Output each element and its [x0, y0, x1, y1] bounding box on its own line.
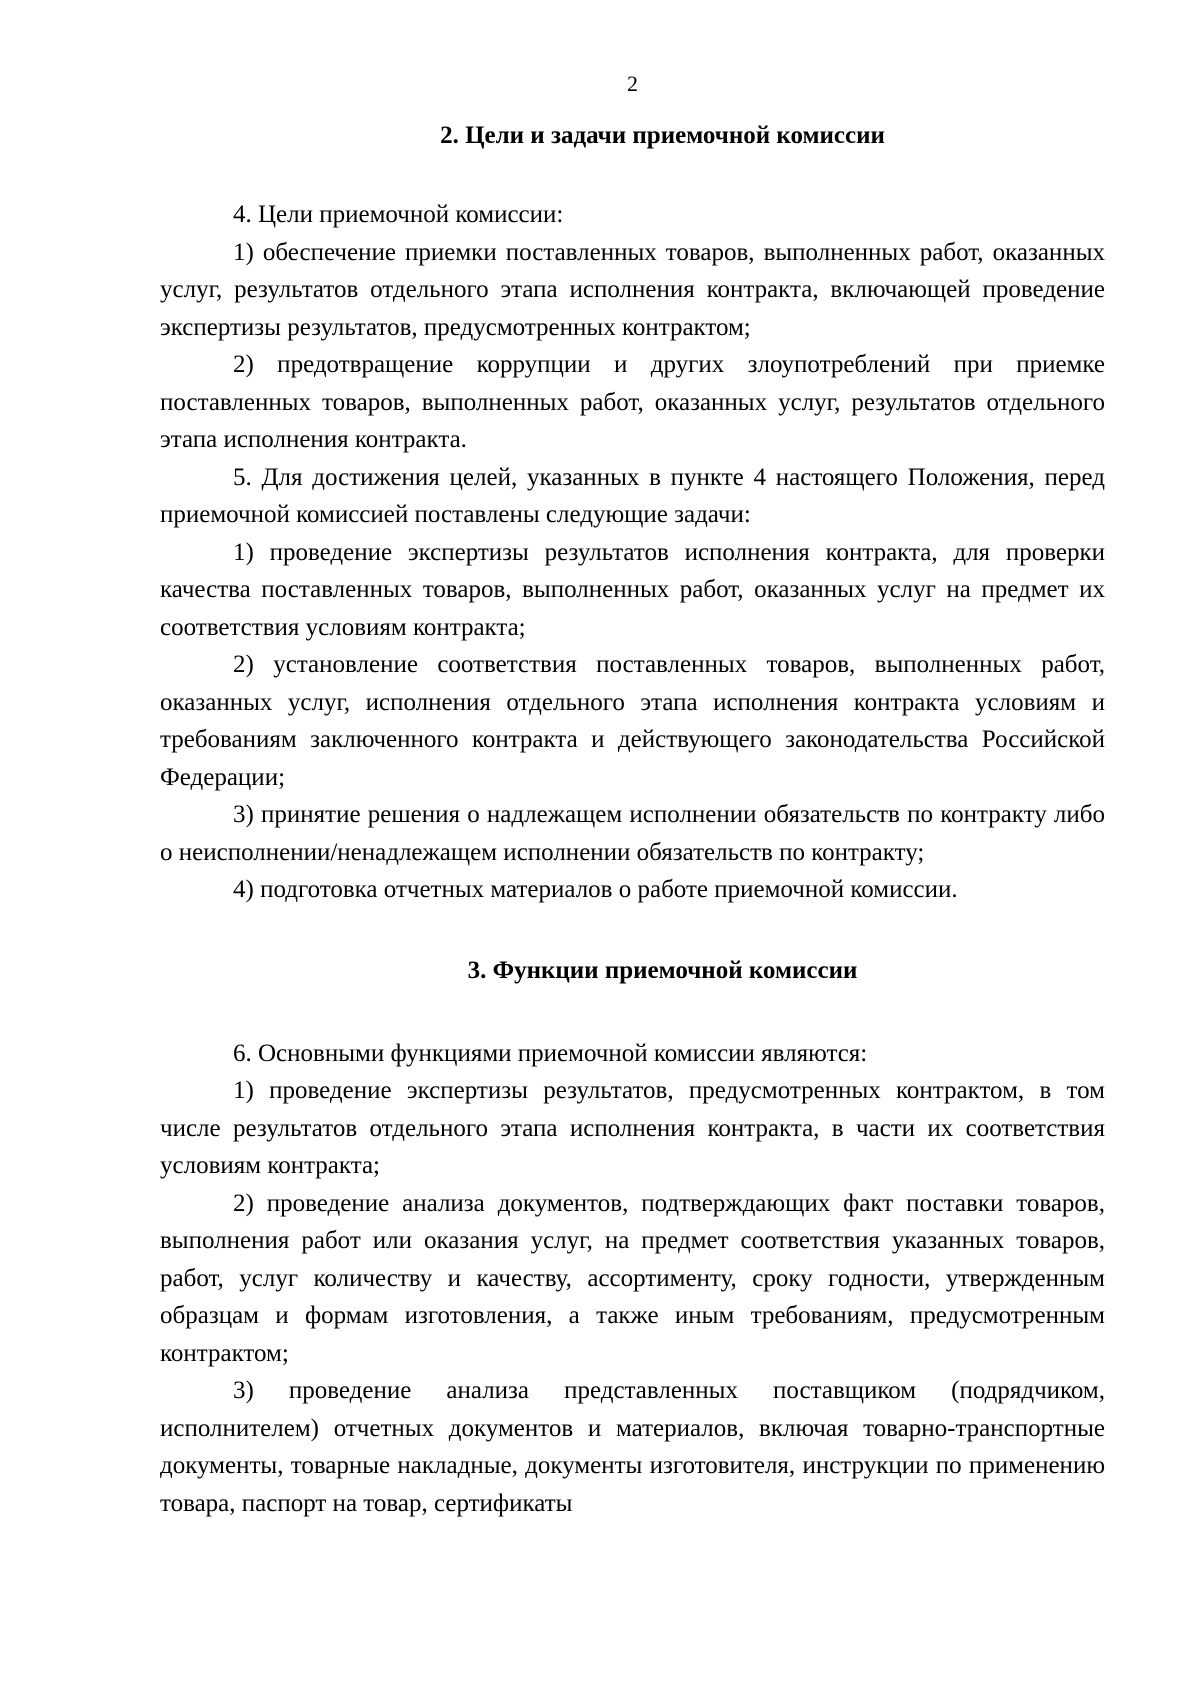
- section-3-title: 3. Функции приемочной комиссии: [467, 956, 858, 984]
- paragraph: 1) обеспечение приемки поставленных товаров, выполненных работ, оказанных услуг, результатов отдельного этапа исполнения контракта, включающей проведение экспертизы результатов, предусмотренных контрактом;: [160, 238, 1105, 341]
- section-2-body: [160, 196, 1105, 909]
- section-3-body: [160, 1035, 1105, 1523]
- paragraph: 6. Основными функциями приемочной комиссии являются:: [233, 1039, 868, 1067]
- paragraph: 2) проведение анализа документов, подтверждающих факт поставки товаров, выполнения работ или оказания услуг, на предмет соответствия указанных товаров, работ, услуг количеству и качеству, ассортименту, сроку годности, утвержденным образцам и формам изготовления, а также иным требованиям, предусмотренным контрактом;: [160, 1189, 1105, 1367]
- paragraph: 1) проведение экспертизы результатов исполнения контракта, для проверки качества поставленных товаров, выполненных работ, оказанных услуг на предмет их соответствия условиям контракта;: [160, 538, 1105, 641]
- paragraph: 4. Цели приемочной комиссии:: [233, 201, 564, 228]
- paragraph: 2) установление соответствия поставленных товаров, выполненных работ, оказанных услуг, исполнения отдельного этапа исполнения контракта условиям и требованиям заключенного контракта и действующего законодательства Российской Федерации;: [160, 651, 1105, 791]
- paragraph: 1) проведение экспертизы результатов, предусмотренных контрактом, в том числе результатов отдельного этапа исполнения контракта, в части их соответствия условиям контракта;: [160, 1077, 1105, 1179]
- section-2-title: 2. Цели и задачи приемочной комиссии: [440, 122, 885, 149]
- paragraph: 5. Для достижения целей, указанных в пункте 4 настоящего Положения, перед приемочной комиссией поставлены следующие задачи:: [160, 463, 1105, 528]
- page-number: 2: [627, 71, 638, 96]
- paragraph: 3) принятие решения о надлежащем исполнении обязательств по контракту либо о неисполнении/ненадлежащем исполнении обязательств по контракту;: [160, 801, 1105, 866]
- paragraph: 2) предотвращение коррупции и других злоупотреблений при приемке поставленных товаров, выполненных работ, оказанных услуг, результатов отдельного этапа исполнения контракта.: [160, 351, 1105, 453]
- paragraph: 4) подготовка отчетных материалов о работе приемочной комиссии.: [233, 876, 958, 903]
- paragraph: 3) проведение анализа представленных поставщиком (подрядчиком, исполнителем) отчетных документов и материалов, включая товарно-транспортные документы, товарные накладные, документы изготовителя, инструкции по применению товара, паспорт на товар, сертификаты: [160, 1377, 1105, 1517]
